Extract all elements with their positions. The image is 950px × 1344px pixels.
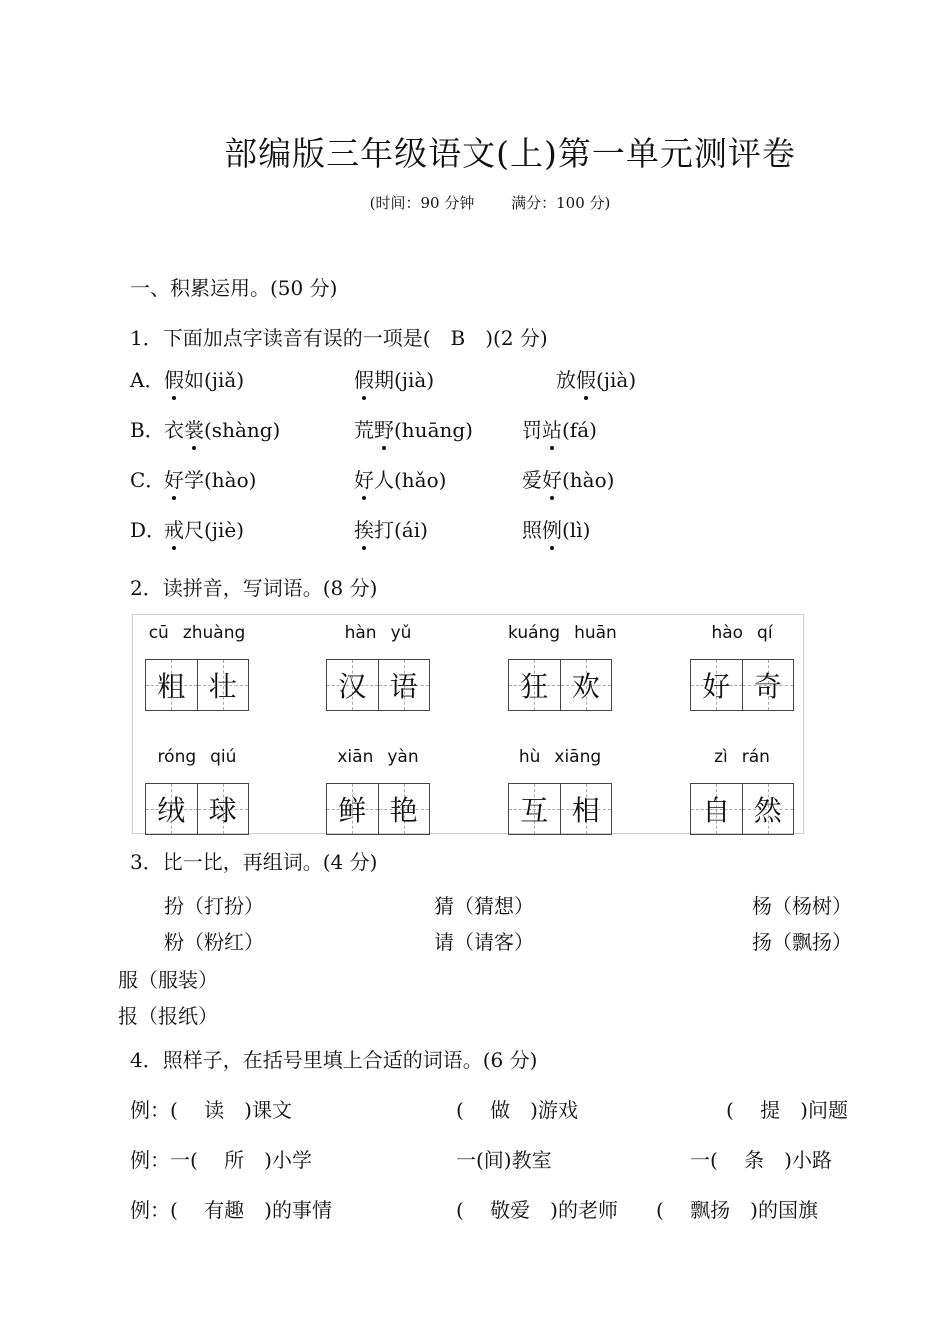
pinyin-label (145, 747, 249, 767)
exam-title: 部编版三年级语文(上)第一单元测评卷 (224, 134, 796, 173)
pinyin-label (326, 623, 430, 643)
handwritten-character: 艳 (389, 794, 418, 827)
pinyin-syllable: zì (714, 747, 728, 767)
tianzige-cell (146, 784, 197, 834)
q1-option-item (164, 364, 244, 393)
dotted-character: 野 (374, 414, 394, 443)
q4-row3-item1: 例：( 有趣 )的事情 (130, 1198, 332, 1222)
tianzige-cell (197, 660, 249, 710)
q1-option-item (354, 464, 446, 493)
dotted-character: 假 (576, 364, 596, 393)
option-text: 罚 (522, 418, 542, 442)
handwritten-character: 相 (571, 794, 600, 827)
tianzige-cells (508, 783, 612, 835)
q1-option-label: C． (130, 468, 166, 492)
tianzige-cells (326, 659, 430, 711)
option-text: (fá) (562, 418, 597, 442)
pinyin-syllable: róng (157, 747, 197, 767)
pinyin-syllable: rán (741, 747, 770, 767)
pinyin-syllable: kuáng (508, 623, 561, 643)
tianzige-cell (509, 660, 560, 710)
tianzige-cell (560, 784, 612, 834)
q3-row1-item3: 杨（杨树） (752, 894, 852, 918)
pinyin-syllable: xiāng (554, 747, 602, 767)
handwritten-character: 语 (389, 670, 418, 703)
tianzige-cell (378, 784, 430, 834)
q1-option-item (522, 414, 597, 443)
handwritten-character: 绒 (157, 794, 186, 827)
pinyin-syllable: hàn (344, 623, 377, 643)
handwritten-character: 好 (702, 670, 731, 703)
q3-extra-item1: 服（服装） (118, 968, 218, 992)
q1-option-item (164, 464, 256, 493)
option-text: (huāng) (394, 418, 473, 442)
dotted-character: 裳 (184, 414, 204, 443)
handwritten-character: 粗 (157, 670, 186, 703)
tianzige-cell (560, 660, 612, 710)
q1-stem: 1．下面加点字读音有误的一项是( B )(2 分) (130, 326, 548, 350)
q1-option-item (164, 514, 244, 543)
tianzige-cell (146, 660, 197, 710)
dotted-character: 戒 (164, 514, 184, 543)
option-text: 学(hào) (184, 468, 257, 492)
option-text: 人(hǎo) (374, 468, 447, 492)
q4-row1-item2: ( 做 )游戏 (456, 1098, 578, 1122)
q1-option-item (354, 364, 434, 393)
option-text: (jià) (596, 368, 637, 392)
exam-subtitle (0, 192, 950, 213)
q1-option-label: D． (130, 518, 167, 542)
tianzige-cell (378, 660, 430, 710)
option-text: 尺(jiè) (184, 518, 245, 542)
q2-stem: 2．读拼音，写词语。(8 分) (130, 576, 378, 600)
option-text: (hào) (562, 468, 615, 492)
tianzige-cell (509, 784, 560, 834)
tianzige-cell (691, 660, 742, 710)
handwritten-character: 奇 (753, 670, 782, 703)
tianzige-cell (327, 784, 378, 834)
q1-option-label: A． (130, 368, 165, 392)
exam-time: (时间：90 分钟 (369, 194, 475, 212)
pinyin-syllable: cū (148, 623, 169, 643)
tianzige-cell (742, 660, 794, 710)
tianzige-cell (197, 784, 249, 834)
dotted-character: 好 (542, 464, 562, 493)
q3-row2-item2: 请（请客） (434, 930, 534, 954)
q4-row2-item1: 例：一( 所 )小学 (130, 1148, 312, 1172)
pinyin-label (508, 623, 617, 643)
pinyin-label (690, 747, 794, 767)
option-text: 爱 (522, 468, 542, 492)
pinyin-label (145, 623, 249, 643)
handwritten-character: 鲜 (338, 794, 367, 827)
q3-row2-item1: 粉（粉红） (164, 930, 264, 954)
tianzige-cells (508, 659, 612, 711)
q1-option-item (164, 414, 280, 443)
dotted-character: 例 (542, 514, 562, 543)
tianzige-cells (326, 783, 430, 835)
handwritten-character: 欢 (571, 670, 600, 703)
q1-option-item (354, 514, 428, 543)
q4-row1-item1: 例：( 读 )课文 (130, 1098, 292, 1122)
pinyin-syllable: hào (711, 623, 744, 643)
q4-stem: 4．照样子，在括号里填上合适的词语。(6 分) (130, 1048, 538, 1072)
q3-stem: 3．比一比，再组词。(4 分) (130, 850, 378, 874)
handwritten-character: 球 (208, 794, 237, 827)
tianzige-cells (145, 659, 249, 711)
option-text: 衣 (164, 418, 184, 442)
option-text: 打(ái) (374, 518, 428, 542)
handwritten-character: 狂 (520, 670, 549, 703)
option-text: 照 (522, 518, 542, 542)
option-text: 如(jiǎ) (184, 368, 245, 392)
tianzige-cells (690, 659, 794, 711)
q1-option-item (522, 464, 614, 493)
pinyin-syllable: qí (757, 623, 773, 643)
pinyin-label (508, 747, 612, 767)
q1-option-item (354, 414, 473, 443)
handwritten-character: 然 (753, 794, 782, 827)
option-text: 荒 (354, 418, 374, 442)
q1-option-label: B． (130, 418, 165, 442)
tianzige-cells (690, 783, 794, 835)
tianzige-cell (327, 660, 378, 710)
tianzige-cells (145, 783, 249, 835)
pinyin-label (690, 623, 794, 643)
q3-row1-item1: 扮（打扮） (164, 894, 264, 918)
tianzige-cell (742, 784, 794, 834)
handwritten-character: 自 (702, 794, 731, 827)
handwritten-character: 汉 (338, 670, 367, 703)
dotted-character: 站 (542, 414, 562, 443)
q3-row2-item3: 扬（飘扬） (752, 930, 852, 954)
option-text: 放 (556, 368, 576, 392)
q4-row2-item3: 一( 条 )小路 (690, 1148, 832, 1172)
section1-heading: 一、积累运用。(50 分) (130, 276, 338, 300)
dotted-character: 假 (354, 364, 374, 393)
handwritten-character: 互 (520, 794, 549, 827)
pinyin-syllable: yàn (387, 747, 419, 767)
q1-option-item (522, 514, 590, 543)
pinyin-syllable: yǔ (390, 623, 412, 643)
tianzige-cell (691, 784, 742, 834)
q4-row3-item3: ( 飘扬 )的国旗 (656, 1198, 818, 1222)
dotted-character: 挨 (354, 514, 374, 543)
dotted-character: 好 (354, 464, 374, 493)
dotted-character: 假 (164, 364, 184, 393)
q1-option-item (556, 364, 636, 393)
dotted-character: 好 (164, 464, 184, 493)
pinyin-syllable: xiān (337, 747, 374, 767)
pinyin-syllable: zhuàng (182, 623, 246, 643)
pinyin-syllable: qiú (210, 747, 237, 767)
pinyin-label (326, 747, 430, 767)
q4-row1-item3: ( 提 )问题 (726, 1098, 848, 1122)
handwritten-character: 壮 (208, 670, 237, 703)
q4-row3-item2: ( 敬爱 )的老师 (456, 1198, 618, 1222)
option-text: 期(jià) (374, 368, 435, 392)
q3-row1-item2: 猜（猜想） (434, 894, 534, 918)
pinyin-syllable: huān (574, 623, 617, 643)
pinyin-word-grid (132, 614, 804, 834)
q4-row2-item2: 一(间)教室 (456, 1148, 552, 1172)
q3-extra-item2: 报（报纸） (118, 1004, 218, 1028)
option-text: (lì) (562, 518, 591, 542)
option-text: (shàng) (204, 418, 281, 442)
exam-score: 满分：100 分) (511, 194, 611, 212)
pinyin-syllable: hù (518, 747, 541, 767)
